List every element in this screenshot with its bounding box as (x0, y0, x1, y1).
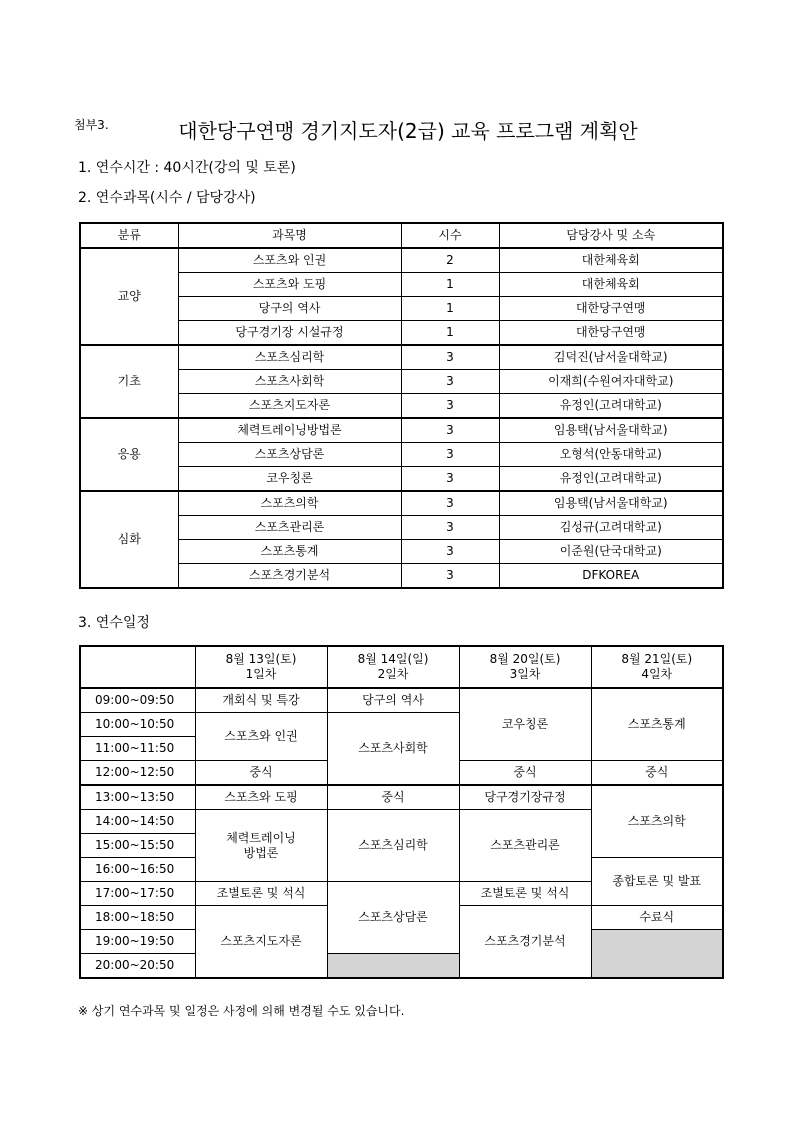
schedule-table (79, 645, 724, 979)
hours-cell: 3 (401, 443, 499, 467)
subject-cell: 스포츠사회학 (178, 370, 401, 394)
session-cell: 코우칭론 (459, 688, 591, 761)
subject-cell: 스포츠의학 (178, 491, 401, 516)
subject-cell: 당구경기장 시설규정 (178, 321, 401, 346)
day-label: 2일차 (377, 667, 409, 681)
session-cell: 스포츠경기분석 (459, 906, 591, 979)
subject-cell: 체력트레이닝방법론 (178, 418, 401, 443)
instructor-cell: 유정인(고려대학교) (499, 394, 723, 419)
empty-slot (591, 930, 723, 979)
session-cell: 중식 (459, 761, 591, 786)
day-date: 8월 20일(토) (489, 652, 561, 666)
session-cell: 스포츠와 인권 (195, 713, 327, 761)
day-label: 4일차 (641, 667, 673, 681)
session-cell: 중식 (327, 785, 459, 810)
course-table (79, 222, 724, 589)
day-date: 8월 21일(토) (621, 652, 693, 666)
session-cell: 스포츠사회학 (327, 713, 459, 786)
instructor-cell: 임용택(남서울대학교) (499, 491, 723, 516)
time-slot: 16:00~16:50 (80, 858, 195, 882)
subject-cell: 스포츠지도자론 (178, 394, 401, 419)
session-cell: 중식 (195, 761, 327, 786)
schedule-header (80, 646, 723, 688)
header-day-3 (459, 646, 591, 688)
hours-cell: 1 (401, 321, 499, 346)
instructor-cell: 이준원(단국대학교) (499, 540, 723, 564)
time-slot: 15:00~15:50 (80, 834, 195, 858)
hours-cell: 1 (401, 297, 499, 321)
time-slot: 14:00~14:50 (80, 810, 195, 834)
time-slot: 09:00~09:50 (80, 688, 195, 713)
session-cell: 수료식 (591, 906, 723, 930)
day-label: 3일차 (509, 667, 541, 681)
header-subject: 과목명 (178, 223, 401, 248)
time-slot: 10:00~10:50 (80, 713, 195, 737)
table-row (80, 345, 723, 370)
hours-cell: 3 (401, 564, 499, 589)
subject-cell: 코우칭론 (178, 467, 401, 492)
time-slot: 19:00~19:50 (80, 930, 195, 954)
hours-cell: 3 (401, 491, 499, 516)
subject-cell: 스포츠관리론 (178, 516, 401, 540)
subject-cell: 스포츠통계 (178, 540, 401, 564)
header-hours: 시수 (401, 223, 499, 248)
session-cell: 스포츠와 도핑 (195, 785, 327, 810)
day-date: 8월 13일(토) (225, 652, 297, 666)
instructor-cell: 김성규(고려대학교) (499, 516, 723, 540)
hours-cell: 3 (401, 370, 499, 394)
header-day-4 (591, 646, 723, 688)
instructor-cell: 김덕진(남서울대학교) (499, 345, 723, 370)
instructor-cell: 임용택(남서울대학교) (499, 418, 723, 443)
subject-cell: 스포츠심리학 (178, 345, 401, 370)
instructor-cell: 대한당구연맹 (499, 297, 723, 321)
instructor-cell: DFKOREA (499, 564, 723, 589)
header-day-2 (327, 646, 459, 688)
instructor-cell: 대한당구연맹 (499, 321, 723, 346)
category-cell: 심화 (80, 491, 178, 588)
instructor-cell: 이재희(수원여자대학교) (499, 370, 723, 394)
section-schedule: 3. 연수일정 (78, 615, 150, 631)
time-slot: 12:00~12:50 (80, 761, 195, 786)
subject-cell: 당구의 역사 (178, 297, 401, 321)
header-day-1 (195, 646, 327, 688)
instructor-cell: 오형석(안동대학교) (499, 443, 723, 467)
session-cell: 스포츠통계 (591, 688, 723, 761)
hours-cell: 2 (401, 248, 499, 273)
instructor-cell: 대한체육회 (499, 248, 723, 273)
empty-slot (327, 954, 459, 979)
table-row (80, 491, 723, 516)
instructor-cell: 유정인(고려대학교) (499, 467, 723, 492)
session-cell: 중식 (591, 761, 723, 786)
session-cell: 개회식 및 특강 (195, 688, 327, 713)
hours-cell: 3 (401, 345, 499, 370)
session-cell: 스포츠심리학 (327, 810, 459, 882)
footnote: ※ 상기 연수과목 및 일정은 사정에 의해 변경될 수도 있습니다. (78, 1004, 405, 1018)
session-cell: 당구경기장규정 (459, 785, 591, 810)
time-slot: 18:00~18:50 (80, 906, 195, 930)
header-category: 분류 (80, 223, 178, 248)
hours-cell: 1 (401, 273, 499, 297)
session-cell: 조별토론 및 석식 (459, 882, 591, 906)
day-date: 8월 14일(일) (357, 652, 429, 666)
attachment-label: 첨부3. (74, 118, 109, 132)
session-line: 체력트레이닝 (226, 830, 296, 845)
subject-cell: 스포츠경기분석 (178, 564, 401, 589)
table-row (80, 418, 723, 443)
page-title: 대한당구연맹 경기지도자(2급) 교육 프로그램 계획안 (178, 119, 638, 143)
section-hours: 1. 연수시간 : 40시간(강의 및 토론) (78, 160, 296, 176)
table-row (80, 248, 723, 273)
hours-cell: 3 (401, 418, 499, 443)
session-cell: 스포츠의학 (591, 785, 723, 858)
schedule-row (80, 785, 723, 810)
subject-cell: 스포츠와 인권 (178, 248, 401, 273)
session-cell: 종합토론 및 발표 (591, 858, 723, 906)
instructor-cell: 대한체육회 (499, 273, 723, 297)
category-cell: 교양 (80, 248, 178, 345)
category-cell: 기초 (80, 345, 178, 418)
hours-cell: 3 (401, 540, 499, 564)
header-time-blank (80, 646, 195, 688)
schedule-row (80, 688, 723, 713)
time-slot: 17:00~17:50 (80, 882, 195, 906)
session-line: 방법론 (243, 845, 279, 860)
session-cell: 스포츠상담론 (327, 882, 459, 954)
session-cell: 스포츠관리론 (459, 810, 591, 882)
hours-cell: 3 (401, 516, 499, 540)
time-slot: 11:00~11:50 (80, 737, 195, 761)
course-table-header (80, 223, 723, 248)
hours-cell: 3 (401, 394, 499, 419)
time-slot: 13:00~13:50 (80, 785, 195, 810)
section-courses: 2. 연수과목(시수 / 담당강사) (78, 190, 256, 206)
session-cell: 조별토론 및 석식 (195, 882, 327, 906)
subject-cell: 스포츠상담론 (178, 443, 401, 467)
day-label: 1일차 (245, 667, 277, 681)
session-cell (195, 810, 327, 882)
category-cell: 응용 (80, 418, 178, 491)
hours-cell: 3 (401, 467, 499, 492)
subject-cell: 스포츠와 도핑 (178, 273, 401, 297)
session-cell: 당구의 역사 (327, 688, 459, 713)
header-instructor: 담당강사 및 소속 (499, 223, 723, 248)
time-slot: 20:00~20:50 (80, 954, 195, 979)
session-cell: 스포츠지도자론 (195, 906, 327, 979)
